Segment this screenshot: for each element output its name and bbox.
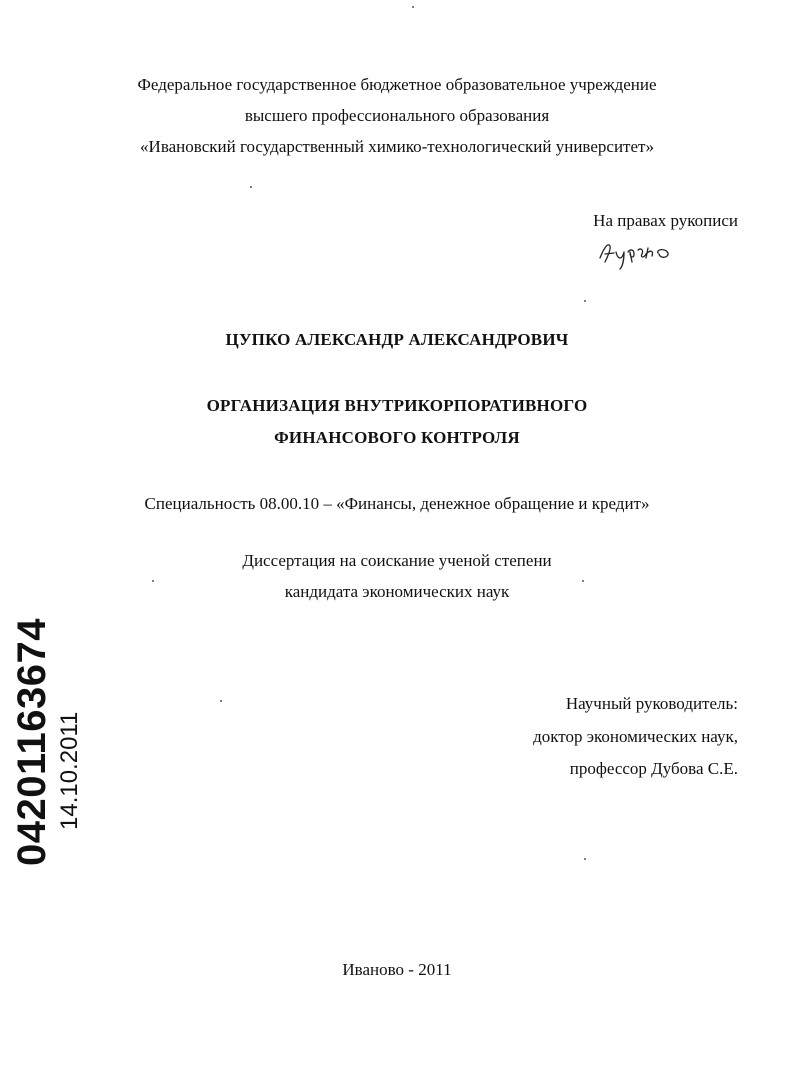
- dissertation-title-line-1: ОРГАНИЗАЦИЯ ВНУТРИКОРПОРАТИВНОГО: [206, 396, 588, 415]
- scan-speck: [152, 580, 154, 582]
- specialty-line: Специальность 08.00.10 – «Финансы, денежное обращение и кредит»: [144, 494, 650, 513]
- dissertation-title-line-2: ФИНАНСОВОГО КОНТРОЛЯ: [274, 428, 520, 447]
- scan-speck: [582, 580, 584, 582]
- scan-speck: [220, 700, 222, 702]
- supervisor-name: профессор Дубова С.Е.: [569, 759, 738, 778]
- scan-speck: [584, 858, 586, 860]
- supervisor-degree: доктор экономических наук,: [533, 727, 738, 746]
- city-year: Иваново - 2011: [342, 960, 452, 979]
- degree-line-2: кандидата экономических наук: [284, 582, 510, 601]
- degree-line-1: Диссертация на соискание ученой степени: [242, 551, 552, 570]
- author-name: ЦУПКО АЛЕКСАНДР АЛЕКСАНДРОВИЧ: [225, 330, 569, 349]
- supervisor-label: Научный руководитель:: [565, 694, 738, 713]
- institution-line-1: Федеральное государственное бюджетное образовательное учреждение: [137, 75, 657, 94]
- signature-image: [596, 236, 678, 272]
- stamp-number: 04201163674: [10, 618, 54, 866]
- scan-speck: [412, 6, 414, 8]
- scan-speck: [250, 186, 252, 188]
- institution-line-3: «Ивановский государственный химико-технологический университет»: [140, 137, 654, 156]
- manuscript-rights-label: На правах рукописи: [593, 211, 738, 230]
- institution-line-2: высшего профессионального образования: [244, 106, 550, 125]
- stamp-date: 14.10.2011: [56, 711, 83, 830]
- scan-speck: [584, 300, 586, 302]
